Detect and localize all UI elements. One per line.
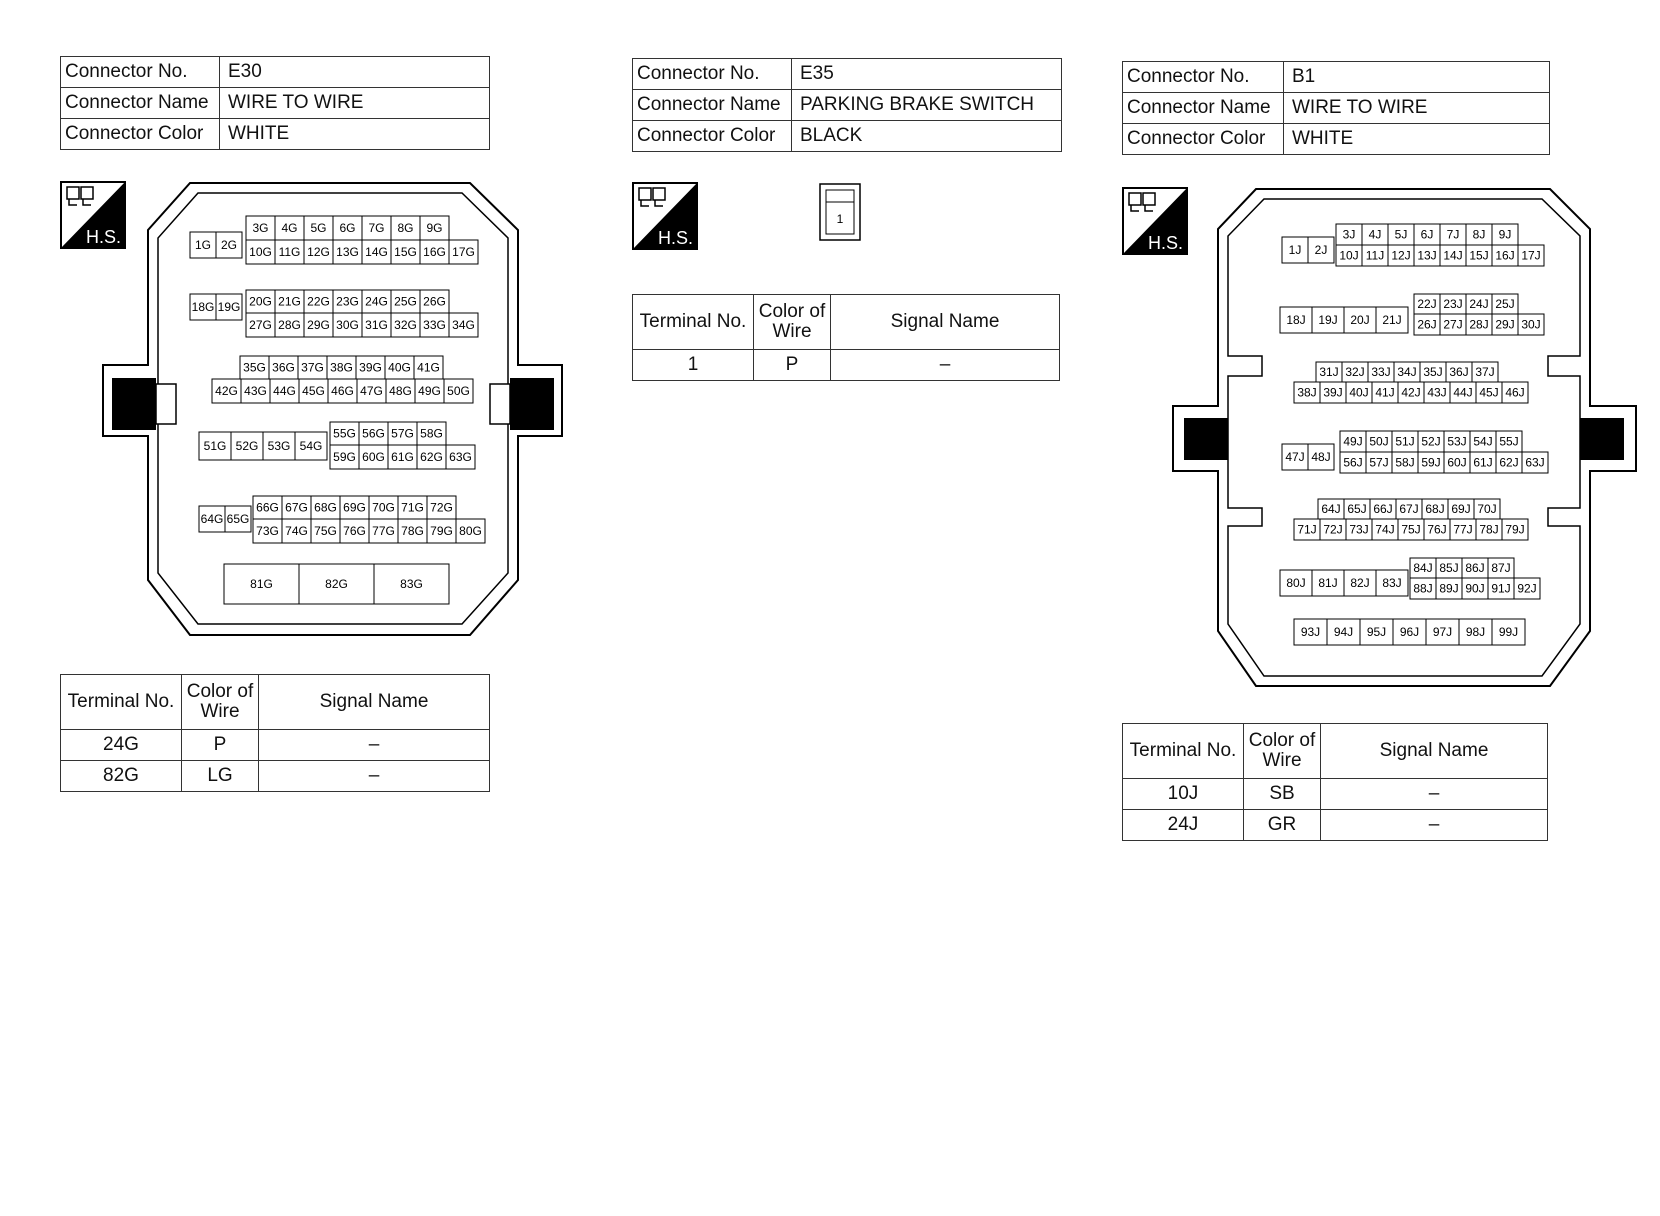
- pin-label: 21G: [278, 294, 301, 309]
- table-header-row: [633, 295, 1060, 350]
- pin-label: 68J: [1425, 502, 1445, 516]
- connector-info-b1: [1122, 61, 1550, 155]
- pin-label: 24J: [1469, 297, 1489, 311]
- pin-label: 94J: [1333, 625, 1354, 639]
- pin-label: 44G: [273, 384, 296, 398]
- terminal-table-e35: [632, 294, 1060, 381]
- pin-label: 34J: [1397, 365, 1417, 379]
- hs-label: H.S.: [1148, 233, 1184, 253]
- pin-label: 19G: [217, 300, 241, 314]
- pin-label: 24G: [365, 294, 388, 309]
- pin-label: 33G: [423, 318, 446, 332]
- pin-label: 66G: [256, 500, 279, 515]
- wire-color: P: [182, 730, 259, 761]
- pin-label: 87J: [1491, 561, 1511, 575]
- pin-label: 62J: [1499, 455, 1519, 470]
- pin-label: 80J: [1286, 576, 1306, 590]
- pin-label: 41G: [417, 360, 440, 375]
- pin-label: 54G: [299, 439, 323, 453]
- connector-face-b1: [1170, 186, 1640, 691]
- pin-label: 71J: [1297, 522, 1317, 537]
- pin-label: 54J: [1473, 434, 1493, 449]
- pin-label: 46G: [331, 384, 354, 398]
- pin-label: 10G: [249, 245, 272, 259]
- pin-label: 69G: [343, 500, 366, 515]
- pin-label: 19J: [1318, 313, 1338, 327]
- info-value: B1: [1284, 62, 1550, 93]
- info-row: [1123, 124, 1550, 155]
- pin-label: 84J: [1413, 561, 1433, 575]
- pin-label: 27J: [1443, 317, 1463, 332]
- pin-label: 9J: [1498, 227, 1512, 242]
- pin-label: 2G: [220, 238, 238, 252]
- pin-label: 7J: [1446, 227, 1460, 242]
- pin-label: 51J: [1395, 434, 1415, 449]
- pin-label: 30G: [336, 318, 359, 332]
- pin-label: 26J: [1417, 317, 1437, 332]
- pin-label: 17G: [452, 245, 475, 259]
- pin-label: 22G: [307, 294, 330, 309]
- pin-label: 20J: [1350, 313, 1370, 327]
- info-row: [61, 88, 490, 119]
- pin-label: 3J: [1342, 227, 1356, 242]
- pin-label: 70J: [1477, 502, 1497, 516]
- pin-label: 30J: [1521, 317, 1541, 332]
- pin-label: 99J: [1498, 625, 1519, 639]
- pin-label: 40G: [388, 360, 411, 375]
- terminal-no: 24J: [1123, 810, 1244, 841]
- pin-label: 6J: [1420, 227, 1434, 242]
- pin-label: 4J: [1368, 227, 1382, 242]
- info-label: Connector Color: [1123, 124, 1284, 155]
- pin-label: 76G: [343, 524, 366, 538]
- pin-label: 73G: [256, 524, 279, 538]
- pin-label: 16G: [423, 245, 446, 259]
- pin-label: 43G: [244, 384, 267, 398]
- pin-label: 38G: [330, 360, 353, 375]
- pin-label: 13J: [1417, 248, 1437, 263]
- pin-label: 57J: [1369, 455, 1389, 470]
- terminal-no: 10J: [1123, 779, 1244, 810]
- pin-label: 77J: [1453, 522, 1473, 537]
- wire-color: GR: [1244, 810, 1321, 841]
- info-label: Connector Name: [633, 90, 792, 121]
- pin-label: 42J: [1401, 385, 1421, 400]
- pin-label: 29G: [307, 318, 330, 332]
- pin-label: 12J: [1391, 248, 1411, 263]
- pin-label: 83J: [1382, 576, 1402, 590]
- pin-label: 70G: [372, 500, 395, 515]
- terminal-table-b1: [1122, 723, 1548, 841]
- pin-label: 47G: [360, 384, 383, 398]
- pin-label: 43J: [1427, 385, 1447, 400]
- pin-label: 22J: [1417, 297, 1437, 311]
- header-color-of-wire: Color of Wire: [182, 675, 259, 730]
- pin-label: 51G: [203, 439, 227, 453]
- pin-label: 31G: [365, 318, 388, 332]
- info-value: WHITE: [220, 119, 490, 150]
- pin-label: 60J: [1447, 455, 1467, 470]
- table-row: [633, 350, 1060, 381]
- pin-label: 88J: [1413, 581, 1433, 596]
- table-header-row: [61, 675, 490, 730]
- pin-label: 28J: [1469, 317, 1489, 332]
- pin-label: 59G: [333, 450, 356, 464]
- info-label: Connector No.: [1123, 62, 1284, 93]
- info-value: E30: [220, 57, 490, 88]
- pin-label: 79J: [1505, 522, 1525, 537]
- pin-label: 57G: [391, 426, 414, 441]
- pin-label: 65J: [1347, 502, 1367, 516]
- pin-label: 63G: [449, 450, 472, 464]
- table-header-row: [1123, 724, 1548, 779]
- pin-label: 92J: [1517, 581, 1537, 596]
- pin-label: 21J: [1382, 313, 1402, 327]
- pin-label: 65G: [226, 512, 250, 526]
- pin-label: 61J: [1473, 455, 1493, 470]
- pin-label: 46J: [1505, 385, 1525, 400]
- pin-label: 45J: [1479, 385, 1499, 400]
- pin-label: 14G: [365, 245, 388, 259]
- connector-info-e35: [632, 58, 1062, 152]
- pin-label: 64G: [200, 512, 224, 526]
- hs-label: H.S.: [86, 227, 122, 247]
- pin-label: 38J: [1297, 385, 1317, 400]
- pin-label: 25J: [1495, 297, 1515, 311]
- pin-label: 18G: [191, 300, 215, 314]
- pin-label: 26G: [423, 294, 446, 309]
- pin-label: 89J: [1439, 581, 1459, 596]
- pin-label: 14J: [1443, 248, 1463, 263]
- pin-label: 81J: [1318, 576, 1338, 590]
- pin-label: 74G: [285, 524, 308, 538]
- pin-label: 23J: [1443, 297, 1463, 311]
- pin-label: 5J: [1394, 227, 1408, 242]
- wire-color: P: [754, 350, 831, 381]
- pin-label: 20G: [249, 294, 272, 309]
- info-row: [1123, 93, 1550, 124]
- pin-label: 82J: [1350, 576, 1370, 590]
- table-row: [61, 761, 490, 792]
- pin-grid-e30: [190, 216, 485, 604]
- pin-label: 71G: [401, 500, 424, 515]
- pin-label: 76J: [1427, 522, 1447, 537]
- header-signal-name: Signal Name: [259, 675, 490, 730]
- pin-label: 96J: [1399, 625, 1420, 639]
- pin-label: 35G: [243, 360, 266, 375]
- info-label: Connector Name: [61, 88, 220, 119]
- pin-label: 69J: [1451, 502, 1471, 516]
- pin-label: 58J: [1395, 455, 1415, 470]
- pin-label: 3G: [252, 221, 269, 235]
- pin-label: 55J: [1499, 434, 1519, 449]
- signal-name: –: [831, 350, 1060, 381]
- pin-label: 39J: [1323, 385, 1343, 400]
- pin-label: 15G: [394, 245, 417, 259]
- pin-label: 42G: [215, 384, 238, 398]
- pin-label: 83G: [400, 577, 423, 591]
- pin-label: 52G: [235, 439, 259, 453]
- info-row: [633, 59, 1062, 90]
- pin-label: 86J: [1465, 561, 1485, 575]
- pin-label: 72J: [1323, 522, 1343, 537]
- info-row: [61, 57, 490, 88]
- pin-label: 44J: [1453, 385, 1473, 400]
- connector-info-e30: [60, 56, 490, 150]
- header-color-of-wire: Color of Wire: [754, 295, 831, 350]
- connector-face-e30: [100, 180, 570, 640]
- pin-label: 2J: [1314, 243, 1328, 257]
- pin-label: 64J: [1321, 502, 1341, 516]
- pin-label: 72G: [430, 500, 453, 515]
- pin-label: 50J: [1369, 434, 1389, 449]
- pin-label: 7G: [368, 221, 385, 235]
- pin-label: 16J: [1495, 248, 1515, 263]
- pin-label: 62G: [420, 450, 443, 464]
- pin: 1: [836, 212, 844, 226]
- pin-label: 66J: [1373, 502, 1393, 516]
- signal-name: –: [259, 730, 490, 761]
- pin-label: 48G: [389, 384, 412, 398]
- pin-label: 49G: [418, 384, 441, 398]
- pin-label: 75J: [1401, 522, 1421, 537]
- terminal-no: 82G: [61, 761, 182, 792]
- info-value: PARKING BRAKE SWITCH: [792, 90, 1062, 121]
- pin-label: 58G: [420, 426, 443, 441]
- pin-label: 49J: [1343, 434, 1363, 449]
- pin-label: 36J: [1449, 365, 1469, 379]
- pin-label: 9G: [426, 221, 443, 235]
- pin-label: 73J: [1349, 522, 1369, 537]
- header-signal-name: Signal Name: [1321, 724, 1548, 779]
- header-color-of-wire: Color of Wire: [1244, 724, 1321, 779]
- pin-label: 25G: [394, 294, 417, 309]
- pin-label: 47J: [1285, 450, 1305, 464]
- pin-label: 45G: [302, 384, 325, 398]
- info-value: WHITE: [1284, 124, 1550, 155]
- pin-label: 1J: [1288, 243, 1302, 257]
- info-label: Connector No.: [633, 59, 792, 90]
- table-row: [1123, 779, 1548, 810]
- pin-label: 39G: [359, 360, 382, 375]
- pin-label: 11G: [278, 245, 301, 259]
- header-terminal-no: Terminal No.: [1123, 724, 1244, 779]
- hs-label: H.S.: [658, 228, 694, 248]
- pin-label: 78J: [1479, 522, 1499, 537]
- pin-label: 15J: [1469, 248, 1489, 263]
- pin-label: 32G: [394, 318, 417, 332]
- pin-label: 80G: [459, 524, 482, 538]
- pin-label: 63J: [1525, 455, 1545, 470]
- pin-label: 31J: [1319, 365, 1339, 379]
- pin-grid-b1: [1280, 224, 1548, 645]
- info-label: Connector Name: [1123, 93, 1284, 124]
- pin-label: 37G: [301, 360, 324, 375]
- pin-label: 36G: [272, 360, 295, 375]
- pin-label: 97J: [1432, 625, 1453, 639]
- pin-label: 85J: [1439, 561, 1459, 575]
- pin-label: 98J: [1465, 625, 1486, 639]
- pin-label: 53J: [1447, 434, 1467, 449]
- header-signal-name: Signal Name: [831, 295, 1060, 350]
- signal-name: –: [1321, 779, 1548, 810]
- pin-label: 50G: [447, 384, 470, 398]
- signal-name: –: [1321, 810, 1548, 841]
- info-label: Connector Color: [61, 119, 220, 150]
- pin-label: 67J: [1399, 502, 1419, 516]
- pin-label: 75G: [314, 524, 337, 538]
- pin-label: 32J: [1345, 365, 1365, 379]
- header-terminal-no: Terminal No.: [61, 675, 182, 730]
- pin-label: 11J: [1365, 248, 1385, 263]
- table-row: [1123, 810, 1548, 841]
- pin-label: 13G: [336, 245, 359, 259]
- info-value: WIRE TO WIRE: [220, 88, 490, 119]
- pin-label: 95J: [1366, 625, 1387, 639]
- pin-label: 78G: [401, 524, 424, 538]
- pin-label: 1G: [194, 238, 212, 252]
- pin-label: 60G: [362, 450, 385, 464]
- info-value: BLACK: [792, 121, 1062, 152]
- header-terminal-no: Terminal No.: [633, 295, 754, 350]
- pin-label: 8G: [397, 221, 414, 235]
- pin-label: 56J: [1343, 455, 1363, 470]
- pin-label: 23G: [336, 294, 359, 309]
- pin-label: 4G: [281, 221, 298, 235]
- pin-label: 81G: [250, 577, 273, 591]
- pin-label: 48J: [1311, 450, 1331, 464]
- info-value: WIRE TO WIRE: [1284, 93, 1550, 124]
- connector-face-e35: [818, 182, 864, 242]
- pin-label: 74J: [1375, 522, 1395, 537]
- pin-label: 37J: [1475, 365, 1495, 379]
- terminal-table-e30: [60, 674, 490, 792]
- wire-color: SB: [1244, 779, 1321, 810]
- hs-icon: [632, 182, 698, 250]
- pin-label: 18J: [1286, 313, 1306, 327]
- pin-label: 27G: [249, 318, 272, 332]
- pin-label: 12G: [307, 245, 330, 259]
- pin-label: 56G: [362, 426, 385, 441]
- table-row: [61, 730, 490, 761]
- terminal-no: 24G: [61, 730, 182, 761]
- info-label: Connector No.: [61, 57, 220, 88]
- pin-label: 67G: [285, 500, 308, 515]
- info-label: Connector Color: [633, 121, 792, 152]
- pin-label: 59J: [1421, 455, 1441, 470]
- info-row: [61, 119, 490, 150]
- pin-label: 53G: [267, 439, 291, 453]
- pin-label: 61G: [391, 450, 414, 464]
- pin-label: 90J: [1465, 581, 1485, 596]
- pin-label: 77G: [372, 524, 395, 538]
- pin-label: 82G: [325, 577, 348, 591]
- pin-label: 35J: [1423, 365, 1443, 379]
- pin-label: 55G: [333, 426, 356, 441]
- pin-label: 41J: [1375, 385, 1395, 400]
- pin-label: 40J: [1349, 385, 1369, 400]
- pin-label: 6G: [339, 221, 356, 235]
- pin-label: 29J: [1495, 317, 1515, 332]
- pin-label: 17J: [1521, 248, 1541, 263]
- info-row: [1123, 62, 1550, 93]
- pin-label: 68G: [314, 500, 337, 515]
- pin-label: 33J: [1371, 365, 1391, 379]
- pin-label: 34G: [452, 318, 475, 332]
- pin-label: 79G: [430, 524, 453, 538]
- pin-label: 91J: [1491, 581, 1511, 596]
- terminal-no: 1: [633, 350, 754, 381]
- info-row: [633, 90, 1062, 121]
- pin-label: 5G: [310, 221, 327, 235]
- info-value: E35: [792, 59, 1062, 90]
- pin-label: 8J: [1472, 227, 1486, 242]
- signal-name: –: [259, 761, 490, 792]
- pin-label: 52J: [1421, 434, 1441, 449]
- info-row: [633, 121, 1062, 152]
- pin-label: 28G: [278, 318, 301, 332]
- wire-color: LG: [182, 761, 259, 792]
- pin-label: 10J: [1339, 248, 1359, 263]
- pin-label: 93J: [1300, 625, 1321, 639]
